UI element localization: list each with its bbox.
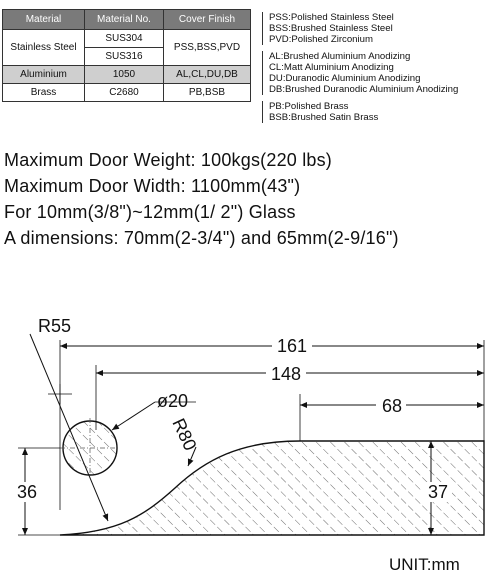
table-header-row — [3, 10, 251, 30]
finish-legend-stainless — [262, 12, 394, 45]
legend-item: DU:Duranodic Aluminium Anodizing — [269, 73, 421, 84]
cell-sus316: SUS316 — [85, 48, 164, 66]
dim-label-r80: R80 — [168, 415, 201, 454]
cell-brass-finish: PB,BSB — [164, 84, 251, 102]
technical-drawing — [0, 310, 499, 555]
dim-label-37: 37 — [427, 482, 449, 502]
dim-label-161: 161 — [276, 336, 308, 356]
dim-label-r55: R55 — [38, 316, 72, 336]
cell-sus304: SUS304 — [85, 30, 164, 48]
table-row — [3, 84, 251, 102]
unit-label: UNIT:mm — [389, 555, 460, 574]
legend-item: CL:Matt Aluminium Anodizing — [269, 62, 394, 73]
cell-stainless-material: Stainless Steel — [3, 30, 85, 66]
table-row — [3, 66, 251, 84]
dim-label-68: 68 — [381, 396, 403, 416]
table-row — [3, 30, 251, 48]
legend-bracket — [262, 12, 267, 45]
legend-item: AL:Brushed Aluminium Anodizing — [269, 51, 411, 62]
cell-aluminium-no: 1050 — [85, 66, 164, 84]
header-material-no: Material No. — [85, 10, 164, 30]
cell-aluminium-finish: AL,CL,DU,DB — [164, 66, 251, 84]
finish-legend-brass — [262, 101, 378, 123]
legend-item: BSB:Brushed Satin Brass — [269, 112, 379, 123]
header-material: Material — [3, 10, 85, 30]
materials-table — [2, 9, 251, 102]
legend-bracket — [262, 51, 267, 95]
dim-label-dia20: ø20 — [157, 391, 189, 411]
finish-legend-aluminium — [262, 51, 458, 95]
legend-item: PB:Polished Brass — [269, 101, 349, 112]
profile-body — [60, 441, 484, 535]
legend-item: DB:Brushed Duranodic Aluminium Anodizing — [269, 84, 459, 95]
legend-item: PSS:Polished Stainless Steel — [269, 12, 394, 23]
legend-bracket — [262, 101, 267, 123]
dim-label-36: 36 — [16, 482, 38, 502]
header-cover-finish: Cover Finish — [164, 10, 251, 30]
spec-max-weight: Maximum Door Weight: 100kgs(220 lbs) — [4, 150, 332, 170]
cell-stainless-finish: PSS,BSS,PVD — [164, 30, 251, 66]
spec-glass: For 10mm(3/8")~12mm(1/ 2") Glass — [4, 202, 296, 222]
legend-item: BSS:Brushed Stainless Steel — [269, 23, 393, 34]
cell-brass-no: C2680 — [85, 84, 164, 102]
leader-dia20 — [112, 402, 155, 430]
spec-max-width: Maximum Door Width: 1100mm(43") — [4, 176, 301, 196]
legend-item: PVD:Polished Zirconium — [269, 34, 373, 45]
cell-brass-material: Brass — [3, 84, 85, 102]
cell-aluminium-material: Aluminium — [3, 66, 85, 84]
spec-a-dimensions: A dimensions: 70mm(2-3/4") and 65mm(2-9/16") — [4, 228, 399, 248]
dim-label-148: 148 — [270, 364, 302, 384]
